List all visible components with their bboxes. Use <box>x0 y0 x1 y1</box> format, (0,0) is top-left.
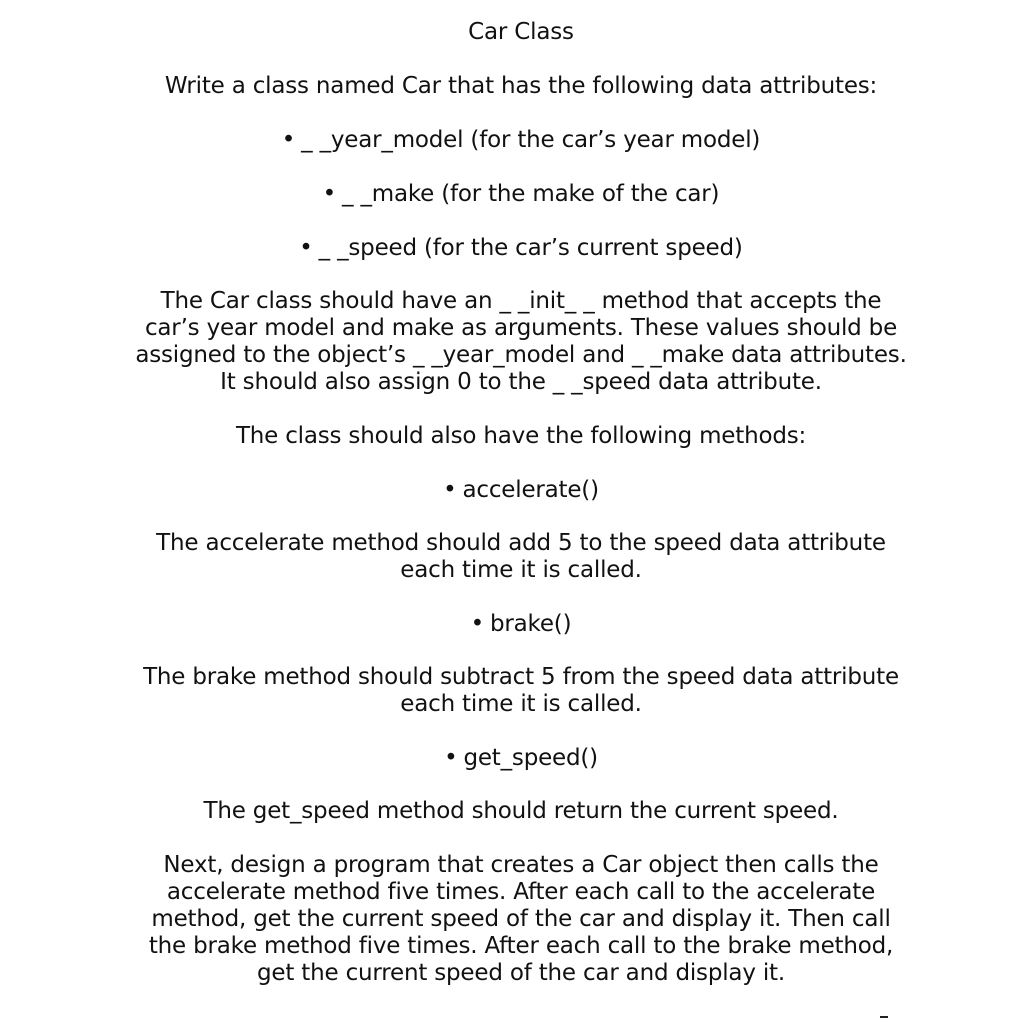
init-paragraph-line: The Car class should have an _ _init_ _ method that accepts the <box>160 288 882 314</box>
attribute-item-make <box>0 181 1024 208</box>
brake-description-line: each time it is called. <box>400 691 642 717</box>
init-paragraph-line: assigned to the object’s _ _year_model and _ _make data attributes. <box>135 342 907 368</box>
program-paragraph-line: method, get the current speed of the car and display it. Then call <box>151 906 891 932</box>
method-item-accelerate <box>0 477 1024 504</box>
attribute-item-year-model <box>0 127 1024 154</box>
bullet-icon: • <box>281 127 296 153</box>
method-name: brake() <box>490 611 572 637</box>
program-paragraph-line: Next, design a program that creates a Car object then calls the <box>163 852 879 878</box>
get-speed-description-line: The get_speed method should return the current speed. <box>203 798 839 824</box>
intro-text: Write a class named Car that has the following data attributes: <box>164 73 878 99</box>
attribute-text: _ _year_model (for the car’s year model) <box>301 127 761 153</box>
accelerate-description-line: each time it is called. <box>400 557 642 583</box>
attribute-item-speed <box>0 235 1024 262</box>
init-paragraph-line: car’s year model and make as arguments. These values should be <box>144 315 898 341</box>
page-title: Car Class <box>468 19 574 45</box>
accelerate-description-line: The accelerate method should add 5 to the speed data attribute <box>156 530 886 556</box>
attribute-text: _ _make (for the make of the car) <box>342 181 720 207</box>
bullet-icon: • <box>444 745 458 771</box>
method-name: accelerate() <box>462 477 599 503</box>
method-item-get-speed <box>0 745 1024 772</box>
bullet-icon: • <box>443 477 457 503</box>
method-item-brake <box>0 611 1024 638</box>
method-name: get_speed() <box>463 745 598 771</box>
stray-mark <box>880 1016 888 1018</box>
brake-description-line: The brake method should subtract 5 from the speed data attribute <box>143 664 899 690</box>
program-paragraph-line: get the current speed of the car and display it. <box>257 960 785 986</box>
bullet-icon: • <box>299 235 313 261</box>
methods-intro: The class should also have the following methods: <box>235 423 807 449</box>
bullet-icon: • <box>322 181 337 207</box>
bullet-icon: • <box>470 611 484 637</box>
attribute-text: _ _speed (for the car’s current speed) <box>318 235 743 261</box>
init-paragraph-line: It should also assign 0 to the _ _speed data attribute. <box>220 369 822 395</box>
program-paragraph-line: accelerate method five times. After each call to the accelerate <box>166 879 876 905</box>
program-paragraph-line: the brake method five times. After each call to the brake method, <box>148 933 894 959</box>
